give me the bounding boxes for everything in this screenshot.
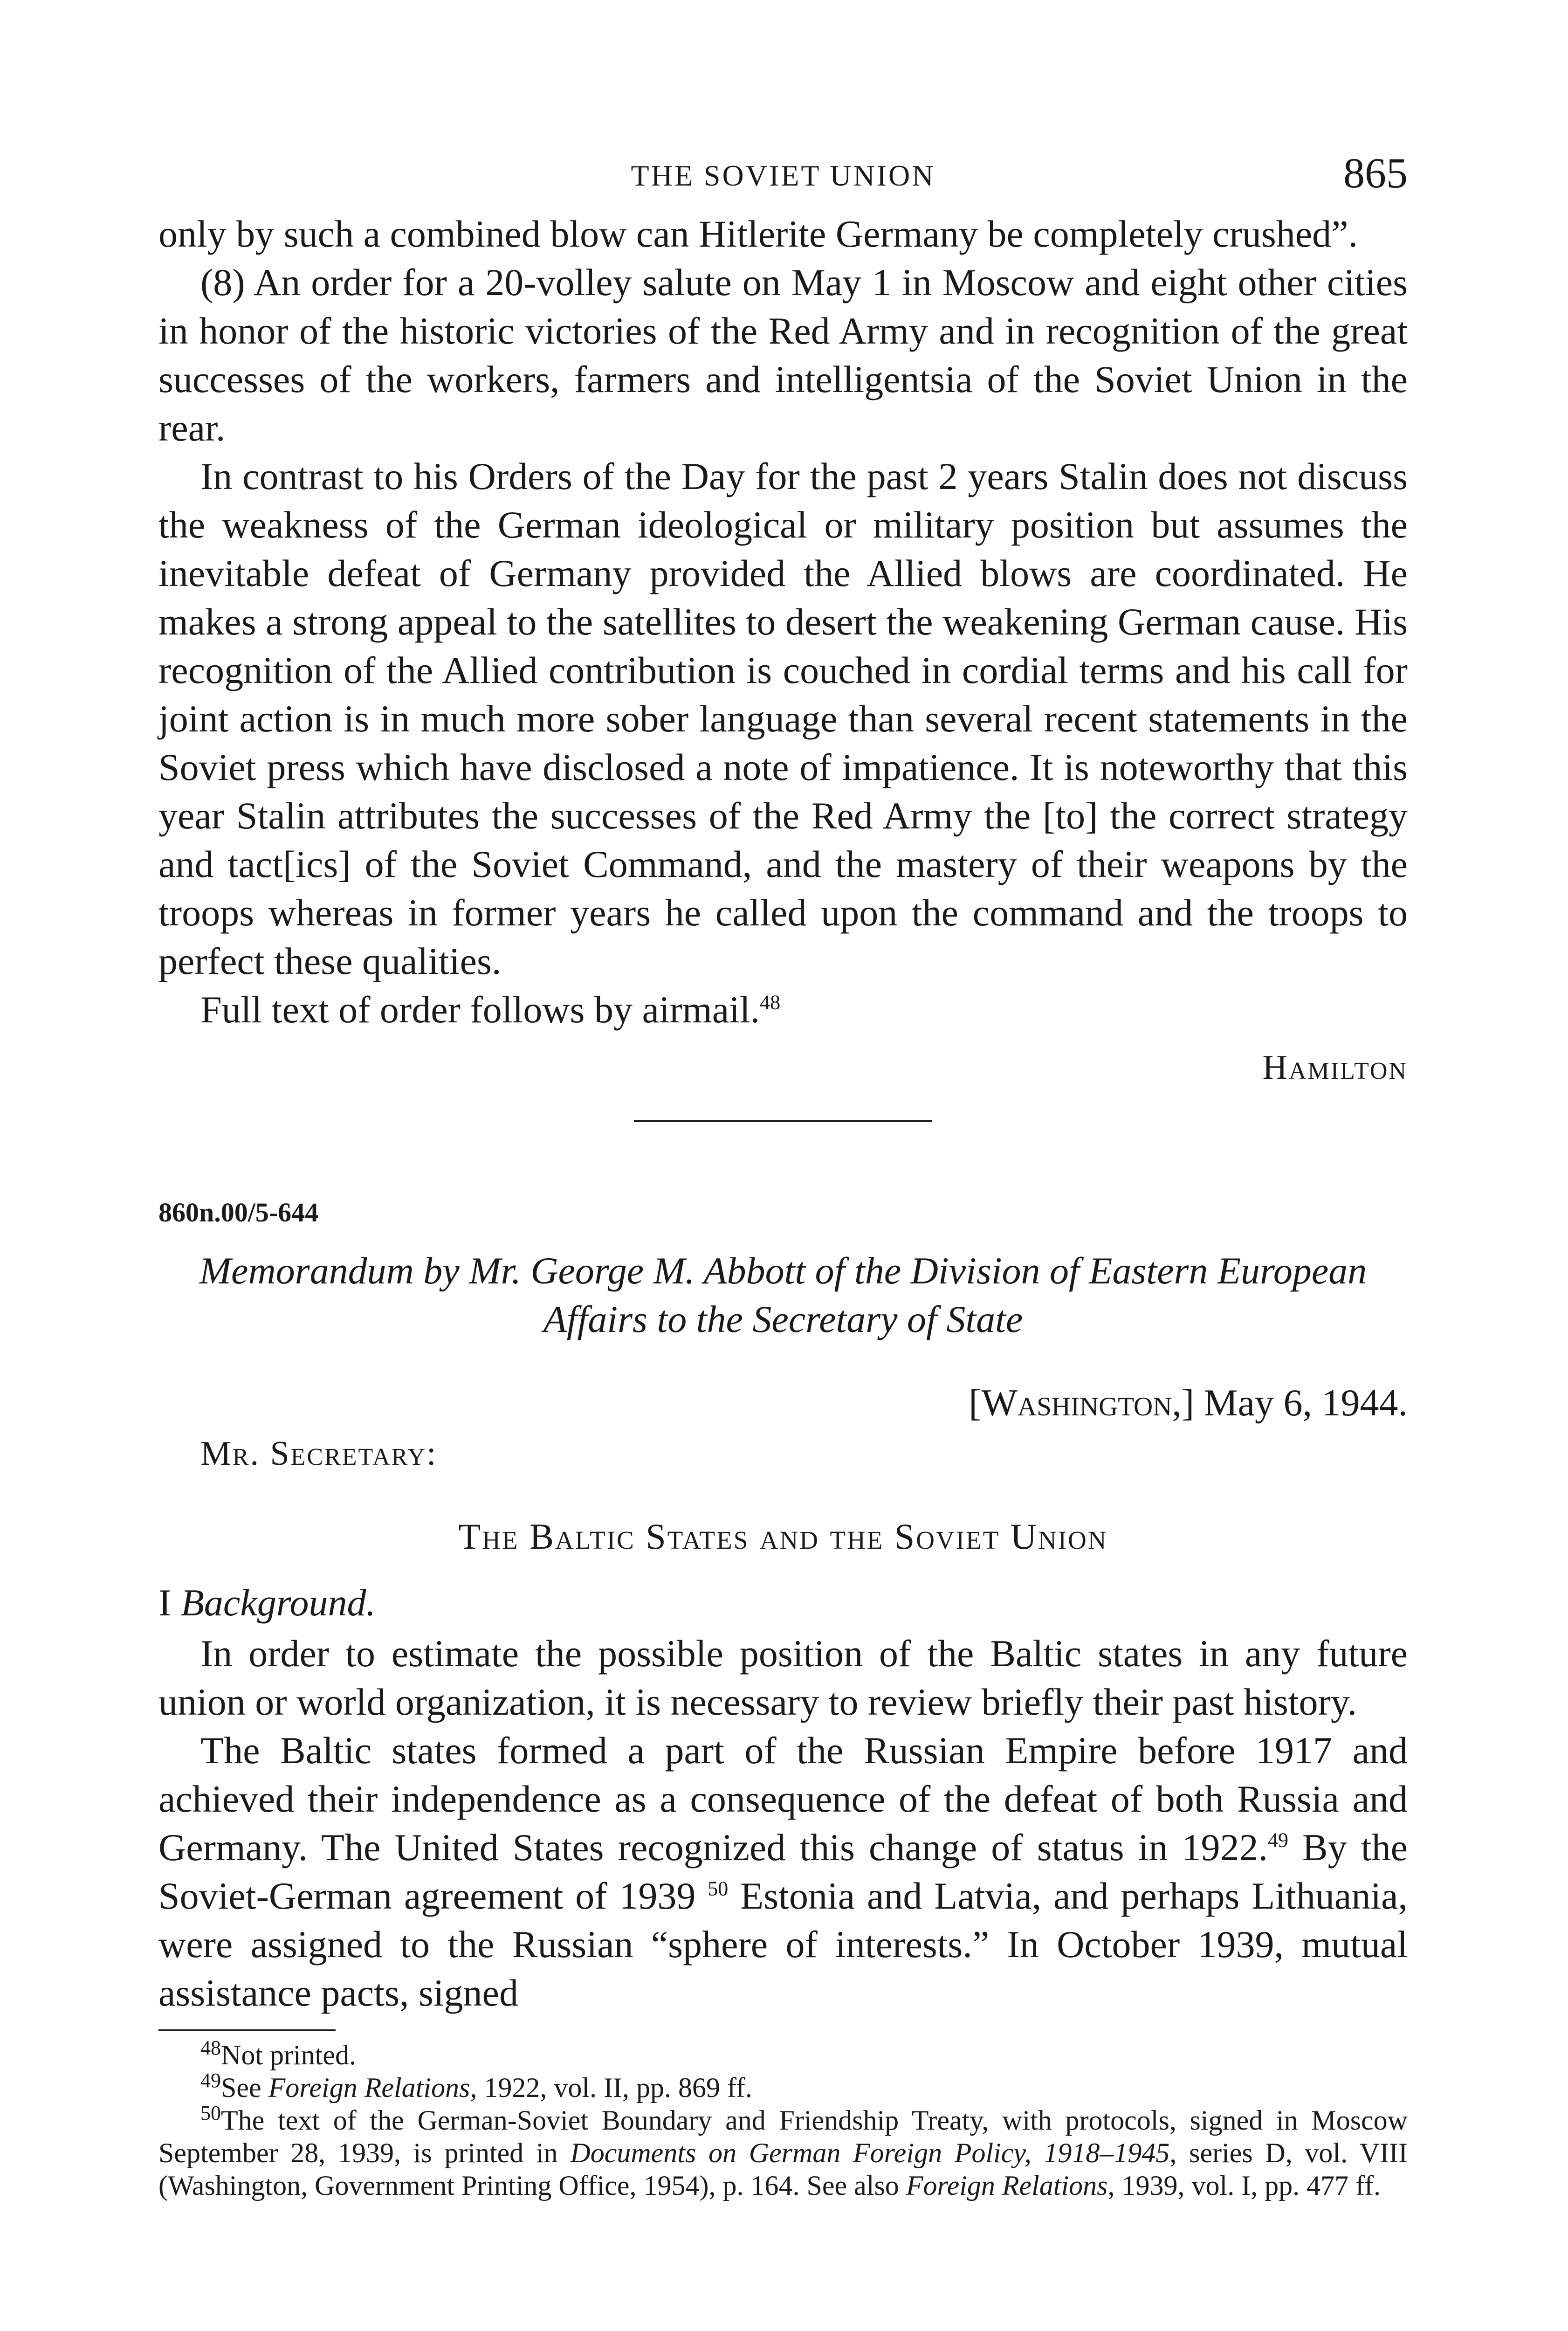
- paragraph: In order to estimate the possible position of the Baltic states in any future union or world organization, it is necessary to review briefly their past history.: [158, 1632, 1408, 1723]
- document-page: [158, 140, 1408, 2202]
- footnote-title: Documents on German Foreign Policy, 1918–1945: [570, 2138, 1170, 2168]
- footnote-number: 49: [200, 2069, 221, 2092]
- memo-title: Memorandum by Mr. George M. Abbott of the Division of Eastern European Affairs to the Secretary of State: [199, 1249, 1367, 1340]
- dateline: [158, 1381, 1408, 1425]
- footnote-ref: 49: [1267, 1828, 1288, 1852]
- paragraph: [158, 1726, 1408, 2017]
- footnote-number: 48: [200, 2036, 221, 2059]
- section-number: I: [158, 1581, 172, 1624]
- paragraph: only by such a combined blow can Hitlerite Germany be completely crushed”.: [158, 213, 1358, 255]
- salutation: Mr. Secretary:: [200, 1434, 438, 1473]
- footnote: [158, 2036, 1408, 2071]
- footnote-text: , 1922, vol. II, pp. 869 ff.: [470, 2072, 752, 2103]
- memo-body: [158, 1629, 1408, 2017]
- dateline-place: [Washington,]: [969, 1381, 1195, 1424]
- page-number: 865: [1343, 149, 1408, 197]
- section-divider: [634, 1120, 932, 1122]
- footnote: [158, 2104, 1408, 2202]
- footnote-number: 50: [200, 2102, 221, 2124]
- footnote-text: The text of the German-Soviet Boundary and Friendship Treaty, with protocols, signed in Moscow September 28, 1939, is printed in: [158, 2105, 1408, 2168]
- footnote-text: , 1939, vol. I, pp. 477 ff.: [1107, 2170, 1381, 2201]
- paragraph-text: Estonia and Latvia, and perhaps Lithuania, were assigned to the Russian “sphere of interests.” In October 1939, mutual assistance pacts, signed: [158, 1875, 1408, 2014]
- footnotes: [158, 2036, 1408, 2202]
- paragraph: (8) An order for a 20-volley salute on May 1 in Moscow and eight other cities in honor of the historic victories of the Red Army and in recognition of the great successes of the workers, farmers and intelligentsia of the Soviet Union in the rear.: [158, 261, 1408, 449]
- section-name: Background.: [180, 1581, 376, 1624]
- footnote-text: , series D, vol. VIII (Washington, Government Printing Office, 1954), p. 164. See also: [158, 2138, 1408, 2201]
- signature: Hamilton: [1262, 1048, 1408, 1087]
- footnote-ref: 48: [760, 991, 781, 1014]
- dateline-date: May 6, 1944.: [1204, 1381, 1408, 1424]
- footnote-title: Foreign Relations: [268, 2072, 470, 2103]
- paragraph: In contrast to his Orders of the Day for the past 2 years Stalin does not discuss the weakness of the German ideological or military position but assumes the inevitable defeat of Germany provided the Allied blows are coordinated. He makes a strong appeal to the satellites to desert the weakening German cause. His recognition of the Allied contribution is couched in cordial terms and his call for joint action is in much more sober language than several recent statements in the Soviet press which have disclosed a note of impatience. It is noteworthy that this year Stalin attributes the successes of the Red Army the [to] the correct strategy and tact[ics] of the Soviet Command, and the mastery of their weapons by the troops whereas in former years he called upon the command and the troops to perfect these qualities.: [158, 455, 1408, 982]
- telegram-continuation: [158, 210, 1408, 1034]
- footnote-ref: 50: [708, 1877, 729, 1900]
- running-header: [158, 140, 1408, 197]
- file-number: 860n.00/5-644: [158, 1197, 319, 1228]
- footnote-title: Foreign Relations: [906, 2170, 1108, 2201]
- running-title: THE SOVIET UNION: [631, 159, 935, 192]
- paragraph-text: The Baltic states formed a part of the Russian Empire before 1917 and achieved their independence as a consequence of the defeat of both Russia and Germany. The United States recognized this change of status in 1922.: [158, 1729, 1408, 1869]
- footnote: [158, 2071, 1408, 2104]
- paragraph-text: By the Soviet-German agreement of 1939: [158, 1826, 1408, 1917]
- paragraph-text: Full text of order follows by airmail.: [200, 988, 760, 1031]
- section-title: The Baltic States and the Soviet Union: [458, 1516, 1108, 1557]
- footnote-text: Not printed.: [221, 2040, 356, 2070]
- footnote-text: See: [221, 2072, 268, 2103]
- footnote-rule: [158, 2029, 336, 2031]
- paragraph: [158, 986, 1408, 1034]
- section-heading: [158, 1581, 1408, 1625]
